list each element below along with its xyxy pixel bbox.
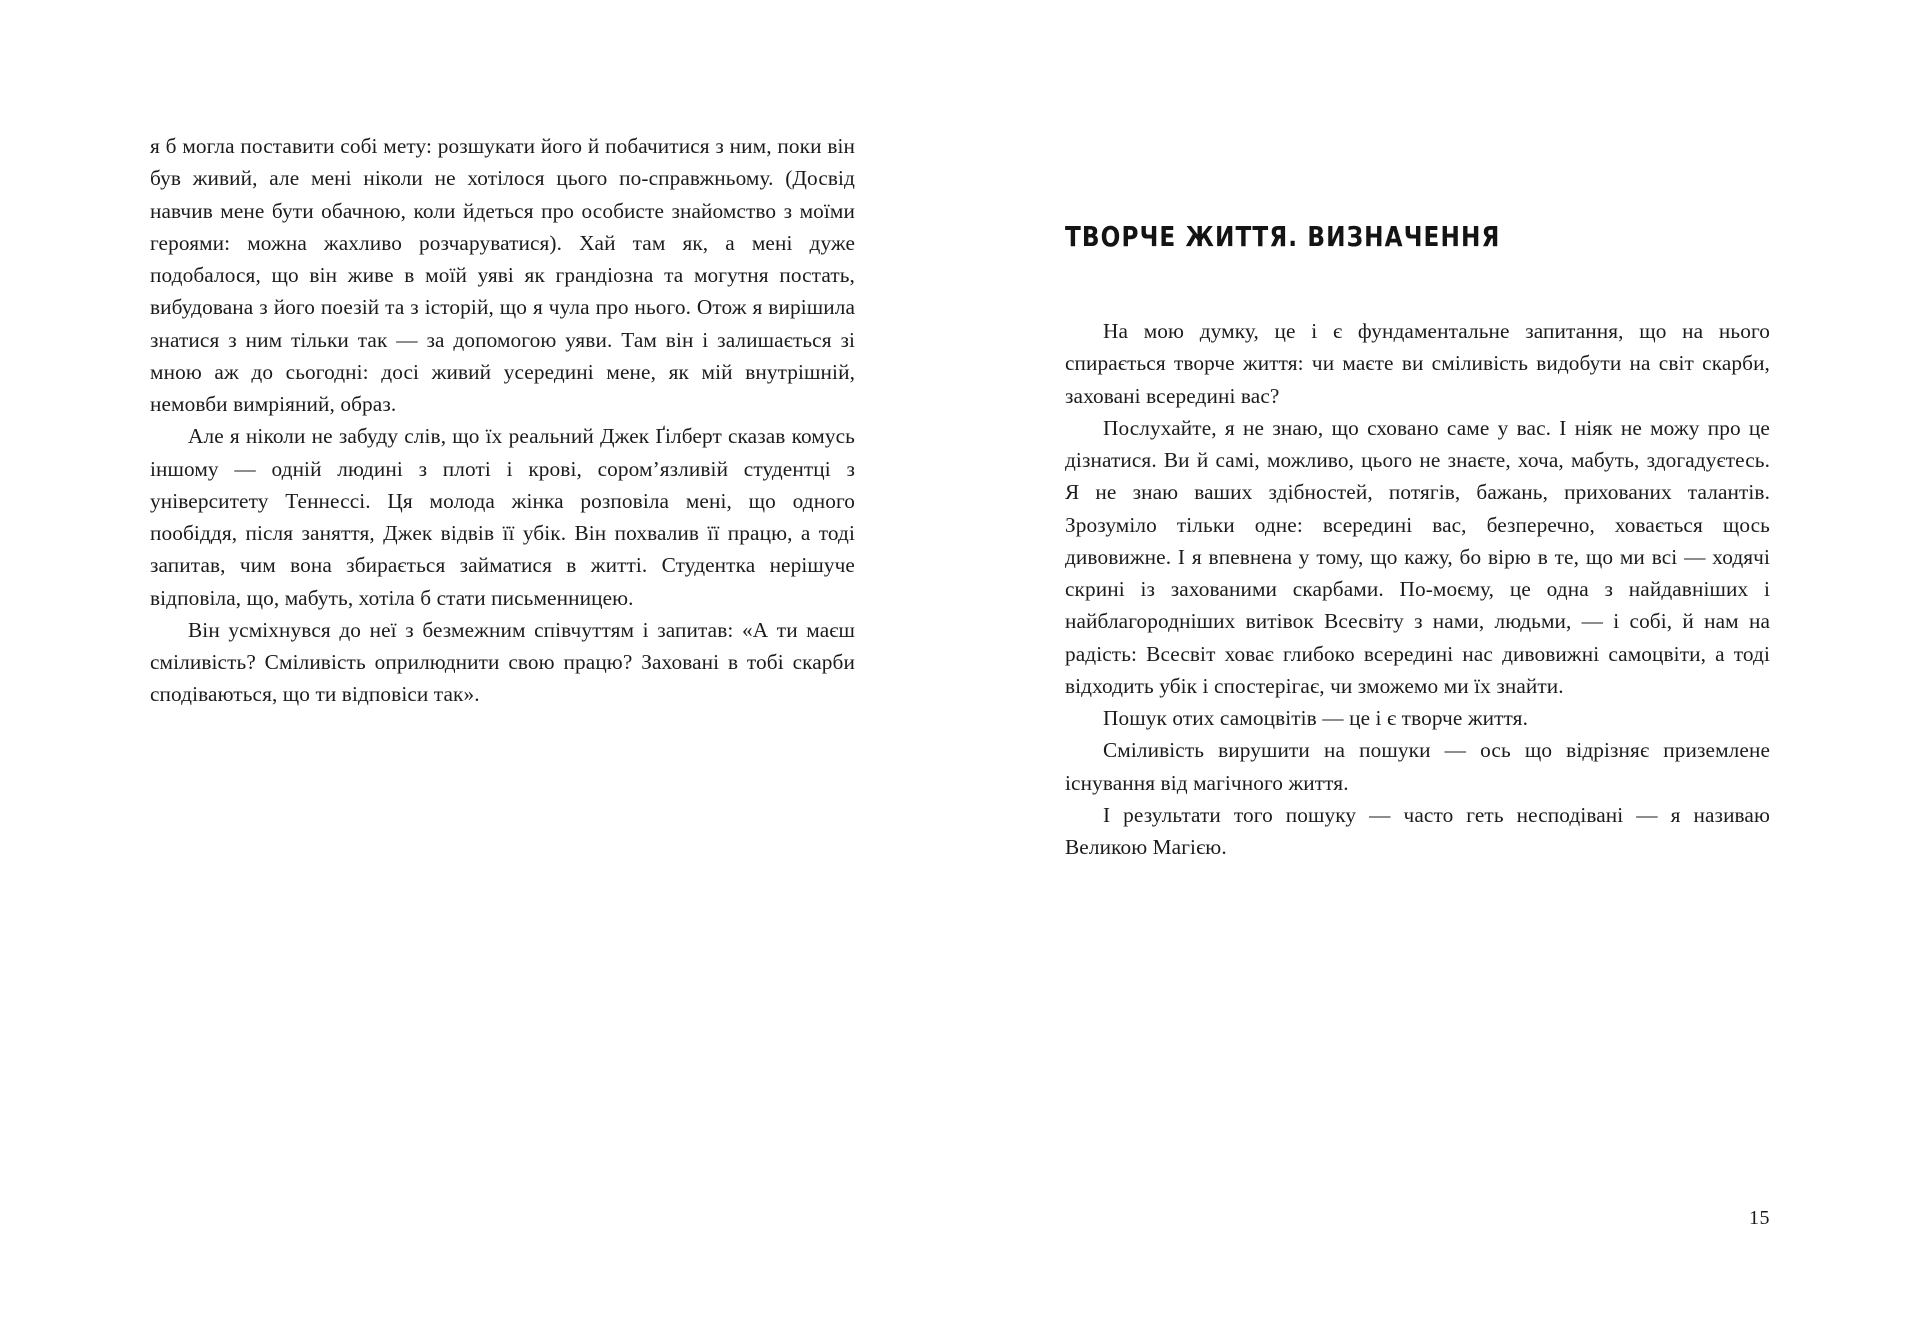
paragraph: Пошук отих самоцвітів — це і є творче життя. [1103,706,1528,730]
paragraph: я б могла поставити собі мету: розшукати його й побачитися з ним, поки він був живий, але мені ніколи не хотілося цього по-справжньому. (Досвід навчив мене бути обачною, коли йдеться про особисте знайомство з моїми героями: можна жахливо розчаруватися). Хай там як, а мені дуже подобалося, що він живе в моїй уяві як грандіозна та могутня постать, вибудована з його поезій та з історій, що я чула про нього. Отож я вирішила знатися з ним тільки так — за допомогою уяви. Там він і залишається зі мною аж до сьогодні: досі живий усередині мене, як мій внутрішній, немовби вимріяний, образ. [150,134,855,416]
right-page [960,0,1920,1325]
paragraph: Він усміхнувся до неї з безмежним співчуттям і запитав: «А ти маєш сміливість? Сміливість оприлюднити свою працю? Заховані в тобі скарби сподіваються, що ти відповіси так». [150,617,855,707]
page-number: 15 [1749,1207,1770,1229]
paragraph: Сміливість вирушити на пошуки — ось що відрізняє приземлене існування від магічного життя. [1065,738,1770,795]
paragraph: Послухайте, я не знаю, що сховано саме у вас. І ніяк не можу про це дізнатися. Ви й самі, можливо, цього не знаєте, хоча, мабуть, здогадуєтесь. Я не знаю ваших здібностей, потягів, бажань, прихованих талантів. Зрозуміло тільки одне: всередині вас, безперечно, ховається щось дивовижне. І я впевнена у тому, що кажу, бо вірю в те, що ми всі — ходячі скрині із захованими скарбами. По-моєму, це одна з найдавніших і найблагородніших витівок Всесвіту з нами, людьми, — і собі, й нам на радість: Всесвіт ховає глибоко всередині нас дивовижні самоцвіти, а тоді відходить убік і спостерігає, чи зможемо ми їх знайти. [1065,415,1770,698]
chapter-title: ТВОРЧЕ ЖИТТЯ. ВИЗНАЧЕННЯ [1065,220,1501,253]
paragraph: На мою думку, це і є фундаментальне запитання, що на нього спирається творче життя: чи маєте ви сміливість видобути на світ скарби, заховані всередині вас? [1065,319,1770,408]
paragraph: Але я ніколи не забуду слів, що їх реальний Джек Ґілберт сказав комусь іншому — одній людині з плоті і крові, сором’язливій студентці з університету Теннессі. Ця молода жінка розповіла мені, що одного пообіддя, після заняття, Джек відвів її убік. Він похвалив її працю, а тоді запитав, чим вона збирається займатися в житті. Студентка нерішуче відповіла, що, мабуть, хотіла б стати письменницею. [150,424,855,610]
right-page-text-block [1065,315,1770,863]
paragraph: І результати того пошуку — часто геть несподівані — я називаю Великою Магією. [1065,802,1770,859]
left-page-text-block [150,130,855,711]
title-spacer [1065,253,1770,315]
